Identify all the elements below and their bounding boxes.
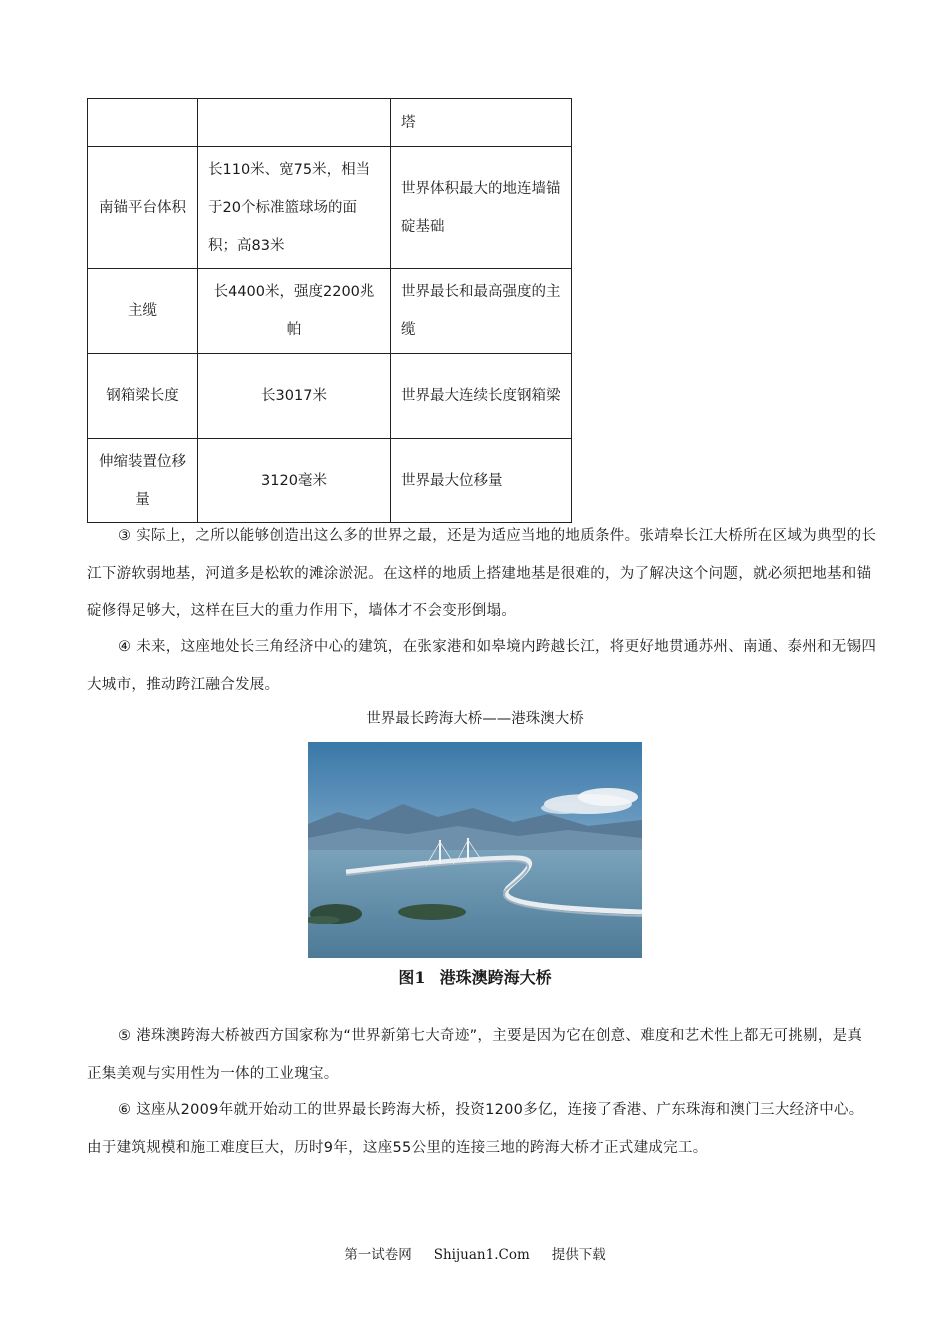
- figure-title: 港珠澳跨海大桥: [439, 968, 552, 987]
- row-note: 世界最大连续长度钢箱梁: [391, 354, 572, 439]
- row-name: 伸缩装置位移量: [88, 439, 198, 523]
- row-note: 塔: [391, 99, 572, 147]
- row-name: 主缆: [88, 269, 198, 354]
- row-value: 3120毫米: [198, 439, 391, 523]
- footer-tagline: 提供下载: [551, 1247, 606, 1263]
- footer-site-name: 第一试卷网: [344, 1247, 412, 1263]
- table-row: [88, 99, 572, 147]
- row-name: [88, 99, 198, 147]
- row-note: 世界体积最大的地连墙锚碇基础: [391, 147, 572, 269]
- row-note: 世界最长和最高强度的主缆: [391, 269, 572, 354]
- paragraph-4: ④ 未来，这座地处长三角经济中心的建筑，在张家港和如皋境内跨越长江，将更好地贯通苏州、南通、泰州和无锡四大城市，推动跨江融合发展。: [87, 639, 877, 693]
- row-name: 南锚平台体积: [88, 147, 198, 269]
- page-footer: [0, 1245, 950, 1265]
- row-value: 长3017米: [198, 354, 391, 439]
- figure-caption: [0, 966, 950, 990]
- bridge-photo: [308, 742, 642, 958]
- section-title: 世界最长跨海大桥——港珠澳大桥: [366, 711, 584, 727]
- paragraph-5: ⑤ 港珠澳跨海大桥被西方国家称为“世界新第七大奇迹”，主要是因为它在创意、难度和艺术性上都无可挑剔，是真正集美观与实用性为一体的工业瑰宝。: [87, 1028, 863, 1082]
- row-value: 长4400米，强度2200兆帕: [198, 269, 391, 354]
- footer-site-url[interactable]: Shijuan1.Com: [433, 1247, 530, 1263]
- row-name: 钢箱梁长度: [88, 354, 198, 439]
- table-row: [88, 147, 572, 269]
- bridge-spec-table: [87, 98, 572, 523]
- paragraph-6: ⑥ 这座从2009年就开始动工的世界最长跨海大桥，投资1200多亿，连接了香港、广东珠海和澳门三大经济中心。由于建筑规模和施工难度巨大，历时9年，这座55公里的连接三地的跨海大桥才正式建成完工。: [87, 1102, 864, 1156]
- figure-label: 图1: [398, 968, 426, 987]
- row-value: 长110米、宽75米，相当于20个标准篮球场的面积；高83米: [198, 147, 391, 269]
- row-note: 世界最大位移量: [391, 439, 572, 523]
- bridge-photo-illustration: [308, 742, 642, 958]
- paragraph-3: ③ 实际上，之所以能够创造出这么多的世界之最，还是为适应当地的地质条件。张靖皋长江大桥所在区域为典型的长江下游软弱地基，河道多是松软的滩涂淤泥。在这样的地质上搭建地基是很难的，为了解决这个问题，就必须把地基和锚碇修得足够大，这样在巨大的重力作用下，墙体才不会变形倒塌。: [87, 528, 877, 619]
- table-row: [88, 439, 572, 523]
- table-row: [88, 354, 572, 439]
- row-value: [198, 99, 391, 147]
- table-row: [88, 269, 572, 354]
